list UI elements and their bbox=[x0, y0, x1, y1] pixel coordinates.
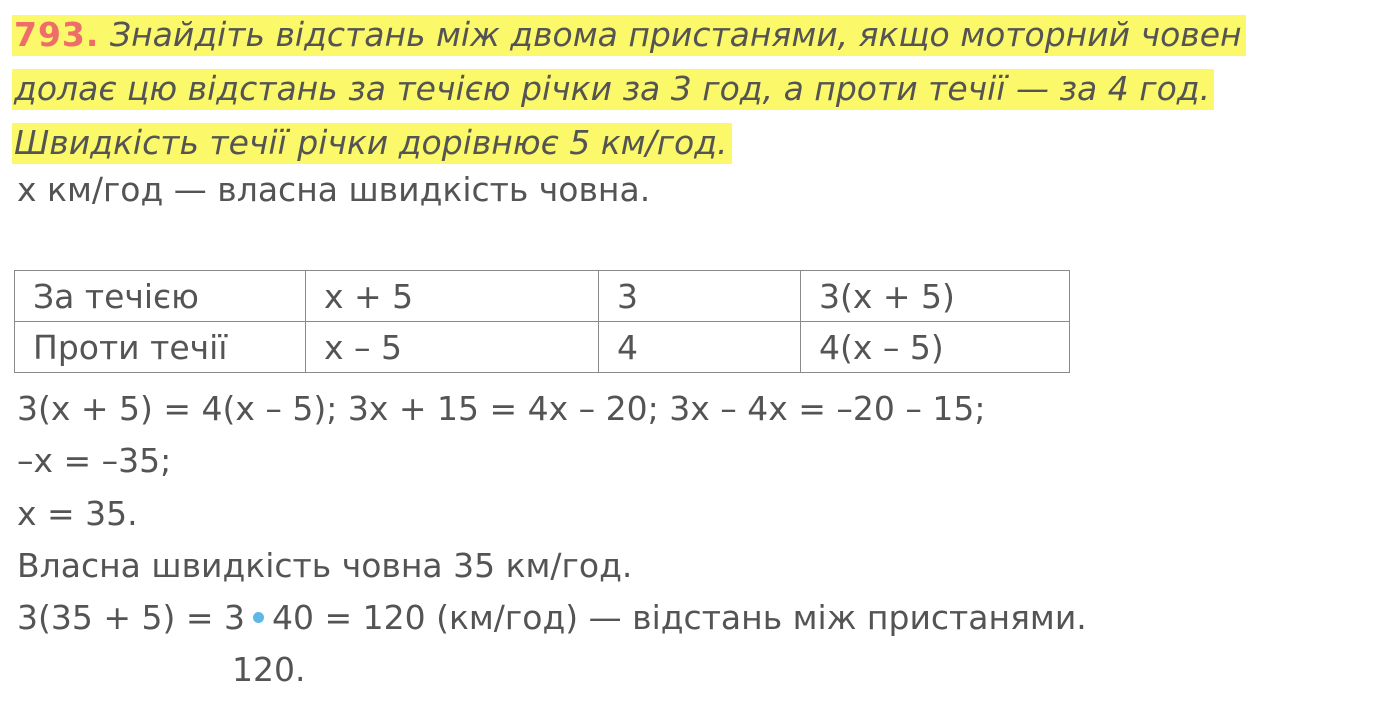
problem-statement bbox=[12, 8, 1382, 170]
distance-text-end: 40 = 120 (км/год) — відстань між пристанями. bbox=[272, 598, 1087, 637]
problem-number: 793. bbox=[14, 15, 100, 54]
table-row bbox=[15, 322, 1070, 373]
problem-line-2: долає цю відстань за течією річки за 3 год, а проти течії — за 4 год. bbox=[12, 69, 1214, 110]
problem-line-3: Швидкість течії річки дорівнює 5 км/год. bbox=[12, 123, 732, 164]
problem-line-1 bbox=[12, 15, 1246, 56]
distance-text-start: 3(35 + 5) = 3 bbox=[17, 598, 245, 637]
table-cell: x + 5 bbox=[306, 271, 599, 322]
equation-line-3: x = 35. bbox=[17, 494, 138, 533]
equation-line-1: 3(x + 5) = 4(x – 5); 3x + 15 = 4x – 20; 3x – 4x = –20 – 15; bbox=[17, 389, 986, 428]
equation-line-2: –x = –35; bbox=[17, 441, 172, 480]
table-row bbox=[15, 271, 1070, 322]
table-cell: Проти течії bbox=[15, 322, 306, 373]
table-cell: 3 bbox=[599, 271, 801, 322]
table-cell: 4 bbox=[599, 322, 801, 373]
table-cell: За течією bbox=[15, 271, 306, 322]
problem-text-1: Знайдіть відстань між двома пристанями, якщо моторний човен bbox=[109, 15, 1242, 54]
speed-result-line: Власна швидкість човна 35 км/год. bbox=[17, 546, 633, 585]
table-cell: 3(x + 5) bbox=[801, 271, 1070, 322]
answer-line: 120. bbox=[232, 650, 306, 689]
multiply-dot-icon bbox=[253, 612, 264, 623]
intro-line: x км/год — власна швидкість човна. bbox=[17, 170, 651, 209]
distance-line bbox=[17, 598, 1087, 638]
table-cell: x – 5 bbox=[306, 322, 599, 373]
table-cell: 4(x – 5) bbox=[801, 322, 1070, 373]
solution-table bbox=[14, 270, 1070, 373]
